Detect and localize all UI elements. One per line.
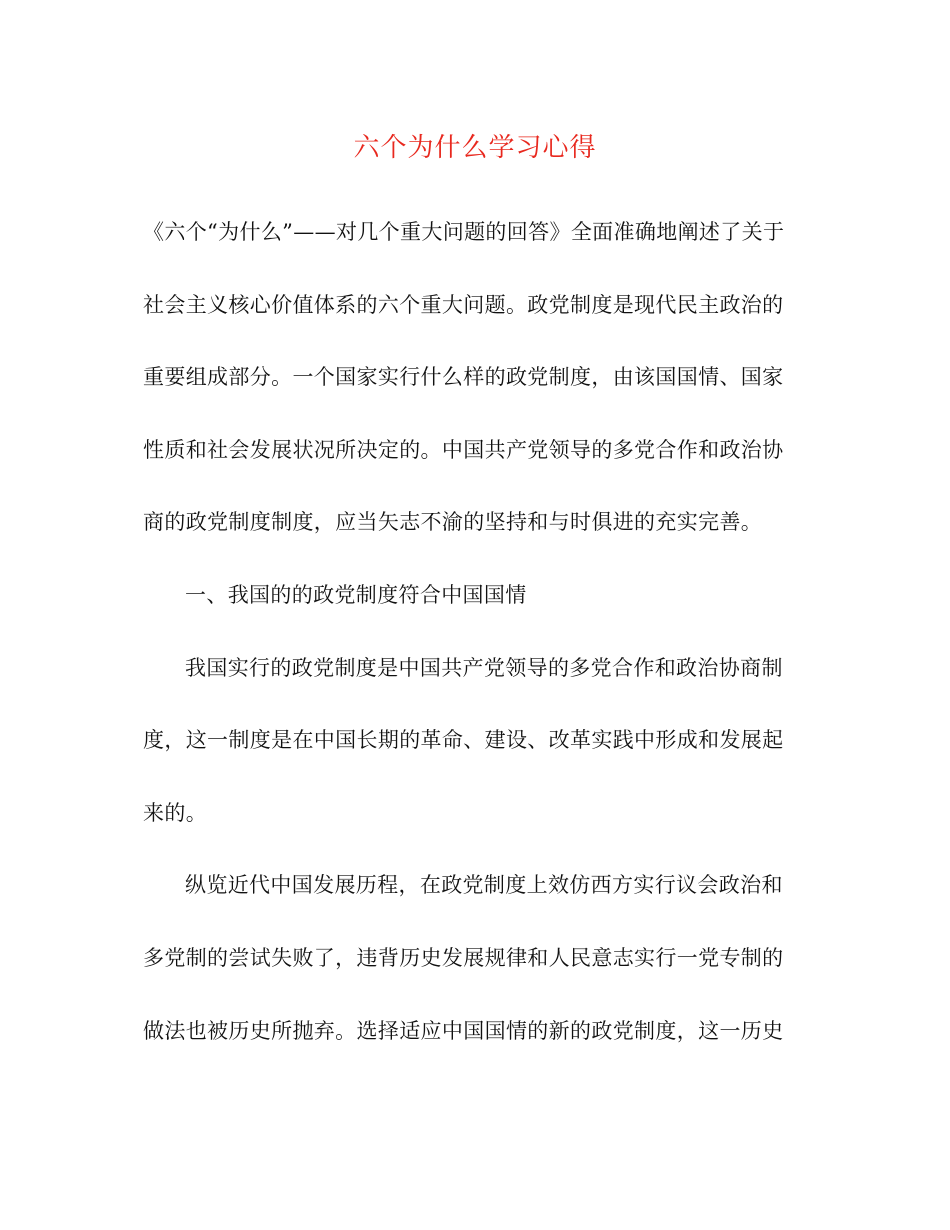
text-line: 商的政党制度制度，应当矢志不渝的坚持和与时俱进的充实完善。 bbox=[143, 510, 763, 535]
document-body bbox=[143, 208, 807, 1079]
text-line: 来的。 bbox=[143, 800, 208, 825]
text-line: 《六个“为什么”——对几个重大问题的回答》全面准确地阐述了关于 bbox=[143, 220, 785, 244]
text-line: 纵览近代中国发展历程，在政党制度上效仿西方实行议会政治和 bbox=[185, 873, 783, 898]
text-line: 度，这一制度是在中国长期的革命、建设、改革实践中形成和发展起 bbox=[143, 728, 784, 753]
document-title: 六个为什么学习心得 bbox=[353, 133, 597, 163]
text-line: 多党制的尝试失败了，违背历史发展规律和人民意志实行一党专制的 bbox=[143, 945, 784, 970]
text-line: 社会主义核心价值体系的六个重大问题。政党制度是现代民主政治的 bbox=[143, 292, 784, 317]
text-line: 性质和社会发展状况所决定的。中国共产党领导的多党合作和政治协 bbox=[143, 437, 784, 462]
text-line: 做法也被历史所抛弃。选择适应中国国情的新的政党制度，这一历史 bbox=[143, 1018, 784, 1043]
section-heading: 一、我国的的政党制度符合中国国情 bbox=[185, 582, 527, 607]
text-line: 重要组成部分。一个国家实行什么样的政党制度，由该国国情、国家 bbox=[143, 365, 784, 390]
text-line: 我国实行的政党制度是中国共产党领导的多党合作和政治协商制 bbox=[185, 655, 783, 680]
